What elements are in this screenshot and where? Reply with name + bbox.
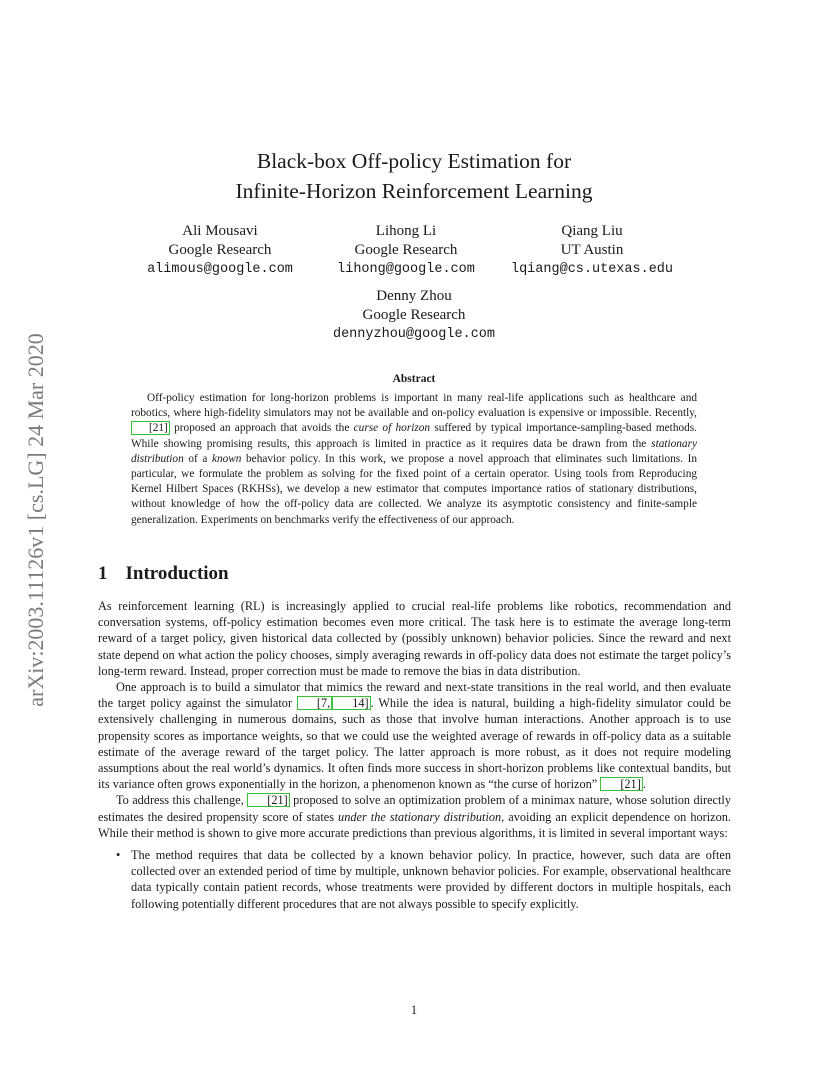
author-affiliation: Google Research xyxy=(354,242,458,258)
author-name: Ali Mousavi xyxy=(182,223,258,239)
arxiv-identifier: arXiv:2003.11126v1 [cs.LG] 24 Mar 2020 xyxy=(23,333,48,707)
section-number: 1 xyxy=(98,563,108,584)
citation-link[interactable]: [21] xyxy=(600,777,643,791)
citation-link[interactable]: [21] xyxy=(247,793,290,807)
limitations-list xyxy=(98,847,731,912)
text-part: , avoiding an explicit dependence on horizon. While their method is shown to give more accurate predictions than previous algorithms, it is limited in several important ways: xyxy=(98,809,732,840)
author-affiliation: Google Research xyxy=(362,307,466,323)
author-block xyxy=(482,222,702,279)
abstract-emphasis: known xyxy=(211,452,242,465)
abstract-heading: Abstract xyxy=(392,373,436,385)
author-email[interactable]: lqiang@cs.utexas.edu xyxy=(510,262,674,277)
text-part: proposed to solve an optimization problem of a minimax nature, whose solution directly estimates the desired propensity score of states xyxy=(98,793,731,824)
abstract-text-part: behavior policy. In this work, we propose a novel approach that eliminates such limitations. In particular, we formulate the problem as solving for the fixed point of a certain operator. Using tools from Reproducing Kernel Hilbert Spaces (RKHSs), we develop a new estimator that computes importance ratios of stationary distributions, without knowledge of how the off-policy data are collected. We analyze its asymptotic consistency and finite-sample generalization. Experiments on benchmarks verify the effectiveness of our approach. xyxy=(131,452,697,526)
author-email[interactable]: lihong@google.com xyxy=(337,262,475,277)
bullet-icon: • xyxy=(116,848,121,863)
text-part: . While the idea is natural, building a high-fidelity simulator could be extensively challenging in numerous domains, such as those that involve human interactions. Another approach is to use propensity scores as importance weights, so that we could use the weighted average of rewards in off-policy data as a suitable estimate of the average reward of the target policy. The latter approach is more robust, as it does not require modeling assumptions about the real world’s dynamics. It often finds more success in short-horizon problems like contextual bandits, but its variance often grows exponentially in the horizon, a phenomenon known as “the curse of horizon” xyxy=(98,696,731,792)
section-heading xyxy=(98,563,229,585)
author-block xyxy=(304,287,524,344)
abstract-text-part: proposed an approach that avoids the xyxy=(169,422,354,435)
list-item-text: The method requires that data be collected by a known behavior policy. In practice, however, such data are often collected over an extended period of time by multiple, unknown behavior policies. For example, observational healthcare data typically contain patient records, whose treatments were provided by different doctors in multiple hospitals, each following potentially different procedures that are not always possible to specify explicitly. xyxy=(131,848,731,911)
author-name: Denny Zhou xyxy=(376,288,452,304)
list-item xyxy=(98,847,731,912)
author-affiliation: Google Research xyxy=(168,242,272,258)
abstract-text-part: of a xyxy=(183,452,212,465)
page-number: 1 xyxy=(410,1003,418,1017)
introduction-body xyxy=(98,598,731,912)
text-part: . xyxy=(642,777,646,792)
abstract-emphasis: curse of horizon xyxy=(353,422,431,435)
paragraph xyxy=(98,679,731,792)
citation-link[interactable]: [21] xyxy=(131,421,170,435)
author-email[interactable]: dennyzhou@google.com xyxy=(332,327,496,342)
text-part: To address this challenge, xyxy=(116,793,248,808)
title-line-1: Black-box Off-policy Estimation for xyxy=(256,149,572,173)
abstract-emphasis: stationary distribution xyxy=(131,437,697,465)
citation-link[interactable]: [7, xyxy=(297,696,332,710)
abstract-text-part: suffered by typical importance-sampling-based methods. While showing promising results, this approach is limited in practice as it requires data be drawn from the xyxy=(131,422,697,450)
author-name: Lihong Li xyxy=(375,223,437,239)
title-line-2: Infinite-Horizon Reinforcement Learning xyxy=(235,179,593,203)
text-part: One approach is to build a simulator that mimics the reward and next-state transitions in the real world, and then evaluate the target policy against the simulator xyxy=(98,680,731,711)
paper-title xyxy=(0,146,828,206)
citation-link[interactable]: 14] xyxy=(332,696,370,710)
paragraph xyxy=(98,792,731,841)
paragraph: As reinforcement learning (RL) is increasingly applied to crucial real-life problems like robotics, recommendation and conversation systems, off-policy estimation becomes even more critical. The task here is to estimate the average long-term reward of a target policy, given historical data collected by (possibly unknown) behavior policies. Since the reward and next state depend on what action the policy chooses, simply averaging rewards in off-policy data does not estimate the target policy’s long-term reward. Instead, proper correction must be made to remove the bias in data distribution. xyxy=(98,599,731,678)
author-name: Qiang Liu xyxy=(561,223,623,239)
abstract-text-part: Off-policy estimation for long-horizon problems is important in many real-life applications such as healthcare and robotics, where high-fidelity simulators may not be available and on-policy evaluation is expensive or impossible. Recently, xyxy=(131,392,697,420)
author-affiliation: UT Austin xyxy=(560,242,624,258)
abstract-text xyxy=(131,391,697,528)
section-title: Introduction xyxy=(125,563,229,584)
text-emphasis: under the stationary distribution xyxy=(338,809,502,824)
author-email[interactable]: alimous@google.com xyxy=(147,262,293,277)
